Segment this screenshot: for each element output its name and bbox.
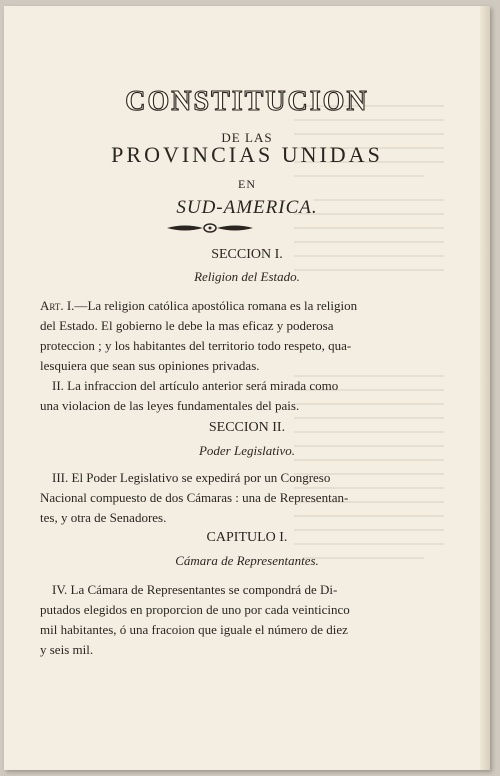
- article-3-line-1: III. El Poder Legislativo se expedirá por un Congreso: [40, 468, 451, 488]
- article-1-line-4: lesquiera que sean sus opiniones privadas.: [40, 358, 260, 373]
- title-en: EN: [238, 177, 256, 191]
- article-4-line-4: y seis mil.: [40, 642, 94, 657]
- section-1-heading: SECCION I.: [211, 247, 283, 262]
- page-edge-shadow: [480, 6, 490, 770]
- article-1-line-2: del Estado. El gobierno le debe la mas eficaz y poderosa: [40, 318, 334, 333]
- article-1: [40, 296, 451, 376]
- chapter-1-subheading: Cámara de Representantes.: [175, 553, 319, 568]
- article-4-line-2: putados elegidos en proporcion de uno por cada veinticinco: [40, 602, 350, 617]
- article-1-line-1: Art. I.—La religion católica apostólica romana es la religion: [40, 298, 358, 313]
- title-constitucion: CONSTITUCION: [125, 86, 369, 117]
- article-2-line-1: II. La infraccion del artículo anterior será mirada como: [40, 376, 451, 396]
- title-provincias-unidas: PROVINCIAS UNIDAS: [111, 142, 383, 167]
- article-3-line-3: tes, y otra de Senadores.: [40, 510, 167, 525]
- article-2-number: II.: [52, 378, 64, 393]
- section-2-subheading: Poder Legislativo.: [198, 443, 296, 458]
- section-2-heading: SECCION II.: [208, 420, 286, 435]
- article-1-line-3: proteccion ; y los habitantes del territorio todo respeto, qua-: [40, 338, 352, 353]
- article-4: [40, 580, 451, 660]
- article-4-line-3: mil habitantes, ó una fracoion que iguale el número de diez: [40, 622, 348, 637]
- article-4-number: IV.: [52, 582, 68, 597]
- chapter-1-heading: CAPITULO I.: [206, 530, 288, 545]
- article-3-line-2: Nacional compuesto de dos Cámaras : una de Representan-: [40, 490, 349, 505]
- article-4-line-1: IV. La Cámara de Representantes se compondrá de Di-: [40, 580, 451, 600]
- section-1-subheading: Religion del Estado.: [194, 269, 300, 284]
- book-page: [4, 6, 490, 770]
- article-2-line-2: una violacion de las leyes fundamentales del pais.: [40, 398, 300, 413]
- title-sud-america: SUD-AMERICA.: [176, 197, 318, 218]
- article-2: [40, 376, 451, 416]
- title-de-las: DE LAS: [221, 130, 273, 145]
- article-1-number: Art. I.—: [40, 298, 88, 313]
- article-3: [40, 468, 451, 528]
- article-3-number: III.: [52, 470, 69, 485]
- ornament-divider: [165, 222, 255, 234]
